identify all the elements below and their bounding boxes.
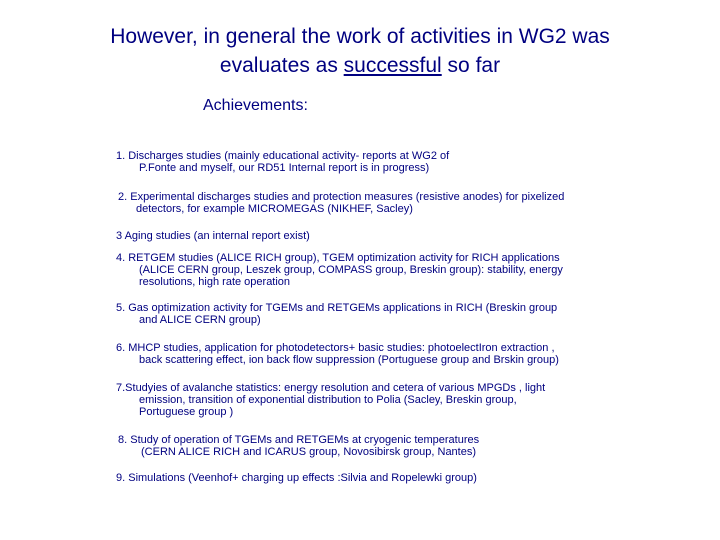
item-line: and ALICE CERN group) bbox=[139, 314, 261, 326]
achievement-item-1 bbox=[116, 150, 449, 174]
item-line: 2. Experimental discharges studies and protection measures (resistive anodes) for pixelized bbox=[118, 191, 565, 203]
item-line: Portuguese group ) bbox=[139, 406, 234, 418]
achievement-item-5 bbox=[116, 302, 557, 326]
achievement-item-7 bbox=[116, 382, 545, 418]
slide-title-line-2 bbox=[40, 51, 680, 80]
item-line: 1. Discharges studies (mainly educational activity- reports at WG2 of bbox=[116, 150, 450, 162]
item-line: 5. Gas optimization activity for TGEMs and RETGEMs applications in RICH (Breskin group bbox=[116, 302, 558, 314]
item-line: 8. Study of operation of TGEMs and RETGEMs at cryogenic temperatures bbox=[118, 434, 480, 446]
item-line: (CERN ALICE RICH and ICARUS group, Novosibirsk group, Nantes) bbox=[141, 446, 477, 458]
item-line: (ALICE CERN group, Leszek group, COMPASS group, Breskin group): stability, energy bbox=[139, 264, 563, 276]
item-line: back scattering effect, ion back flow suppression (Portuguese group and Brskin group) bbox=[139, 354, 559, 366]
section-heading: Achievements: bbox=[203, 97, 308, 114]
item-line: detectors, for example MICROMEGAS (NIKHEF, Sacley) bbox=[136, 203, 413, 215]
achievement-item-9 bbox=[116, 472, 477, 484]
achievement-item-2 bbox=[118, 191, 564, 215]
slide-title-line-1: However, in general the work of activities in WG2 was bbox=[110, 25, 610, 48]
achievement-item-4 bbox=[116, 252, 563, 288]
item-line: 7.Studyies of avalanche statistics: energy resolution and cetera of various MPGDs , light bbox=[116, 382, 546, 394]
item-line: P.Fonte and myself, our RD51 Internal report is in progress) bbox=[139, 162, 430, 174]
title-underlined-word: successful bbox=[343, 54, 442, 77]
title-text-before: evaluates as bbox=[219, 54, 344, 77]
item-line: 9. Simulations (Veenhof+ charging up effects :Silvia and Ropelewki group) bbox=[116, 472, 477, 484]
item-line: 4. RETGEM studies (ALICE RICH group), TGEM optimization activity for RICH applications bbox=[116, 252, 560, 264]
achievement-item-6 bbox=[116, 342, 559, 366]
item-line: resolutions, high rate operation bbox=[139, 276, 291, 288]
achievement-item-3 bbox=[116, 230, 310, 242]
slide-title bbox=[40, 22, 680, 80]
achievement-item-8 bbox=[118, 434, 479, 458]
title-text-after: so far bbox=[441, 54, 501, 77]
item-line: 3 Aging studies (an internal report exist) bbox=[116, 230, 310, 242]
item-line: emission, transition of exponential distribution to Polia (Sacley, Breskin group, bbox=[139, 394, 517, 406]
item-line: 6. MHCP studies, application for photodetectors+ basic studies: photoelectIron extraction , bbox=[116, 342, 555, 354]
